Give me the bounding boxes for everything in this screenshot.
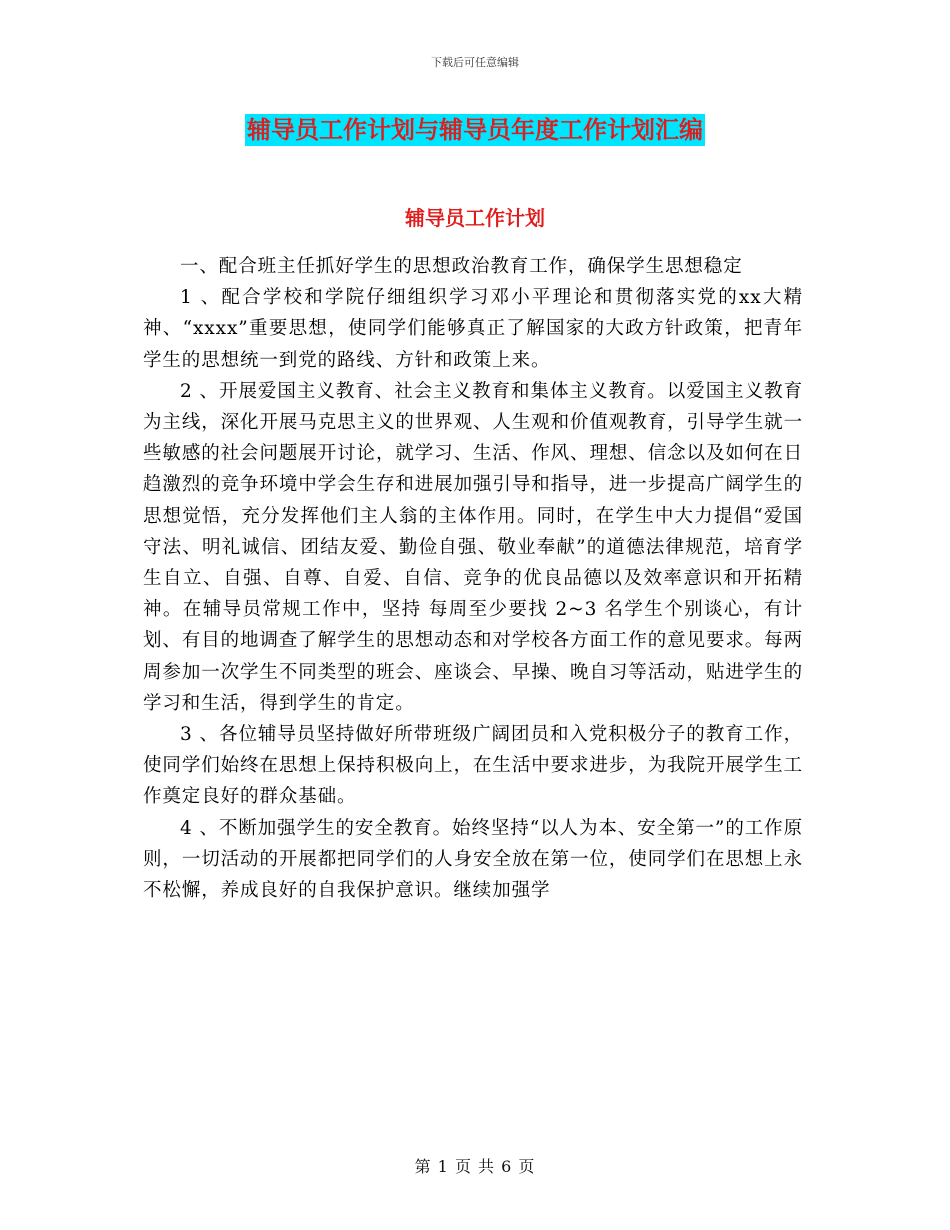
document-body bbox=[143, 251, 803, 906]
paragraph: 1 、配合学校和学院仔细组织学习邓小平理论和贯彻落实党的xx大精神、“xxxx”重要思想，使同学们能够真正了解国家的大政方针政策，把青年学生的思想统一到党的路线、方针和政策上来。 bbox=[143, 287, 803, 371]
paragraph: 4 、不断加强学生的安全教育。始终坚持“以人为本、安全第一”的工作原则，一切活动的开展都把同学们的人身安全放在第一位，使同学们在思想上永不松懈，养成良好的自我保护意识。继续加强学 bbox=[143, 817, 803, 902]
paragraph: 一、配合班主任抓好学生的思想政治教育工作，确保学生思想稳定 bbox=[180, 256, 743, 277]
section-title: 辅导员工作计划 bbox=[405, 206, 545, 230]
document-title-text: 辅导员工作计划与辅导员年度工作计划汇编 bbox=[247, 116, 703, 144]
header-note: 下载后可任意编辑 bbox=[431, 56, 519, 69]
page-number: 第 1 页 共 6 页 bbox=[414, 1157, 536, 1176]
paragraph: 2 、开展爱国主义教育、社会主义教育和集体主义教育。以爱国主义教育为主线，深化开展马克思主义的世界观、人生观和价值观教育，引导学生就一些敏感的社会问题展开讨论，就学习、生活、作风、理想、信念以及如何在日趋激烈的竞争环境中学会生存和进展加强引导和指导，进一步提高广阔学生的思想觉悟，充分发挥他们主人翁的主体作用。同时，在学生中大力提倡“爱国守法、明礼诚信、团结友爱、勤俭自强、敬业奉献”的道德法律规范，培育学生自立、自强、自尊、自爱、自信、竞争的优良品德以及效率意识和开拓精神。在辅导员常规工作中，坚持 每周至少要找 2~3 名学生个别谈心，有计划、有目的地调查了解学生的思想动态和对学校各方面工作的意见要求。每两周参加一次学生不同类型的班会、座谈会、早操、晚自习等活动，贴进学生的学习和生活，得到学生的肯定。 bbox=[143, 380, 803, 714]
document-title bbox=[0, 114, 950, 146]
paragraph: 3 、各位辅导员坚持做好所带班级广阔团员和入党积极分子的教育工作，使同学们始终在思想上保持积极向上，在生活中要求进步，为我院开展学生工作奠定良好的群众基础。 bbox=[143, 724, 803, 808]
